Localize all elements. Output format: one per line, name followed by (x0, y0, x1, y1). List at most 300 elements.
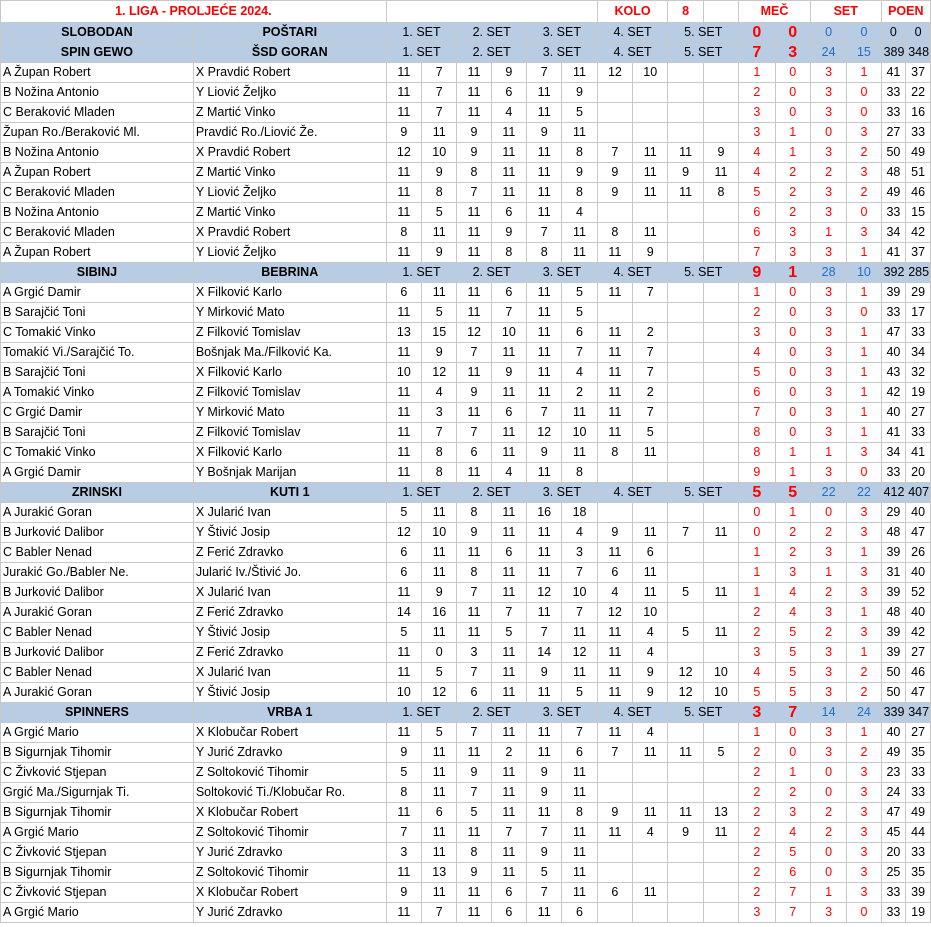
running-match-away: 1 (775, 503, 810, 523)
set-point (703, 723, 738, 743)
league-title: 1. LIGA - PROLJEĆE 2024. (1, 1, 387, 23)
set-point (668, 863, 703, 883)
set-point (703, 883, 738, 903)
points-home: 25 (881, 863, 906, 883)
set-point: 11 (562, 663, 597, 683)
set-point: 7 (633, 363, 668, 383)
set-point (668, 563, 703, 583)
set-point: 15 (422, 323, 457, 343)
running-match-away: 5 (775, 623, 810, 643)
away-player: Jularić Iv./Štivić Jo. (193, 563, 386, 583)
match-score-away: 7 (775, 703, 810, 723)
running-match-away: 2 (775, 183, 810, 203)
set-point: 8 (457, 843, 491, 863)
away-player: Y Jurić Zdravko (193, 843, 386, 863)
running-match-away: 4 (775, 603, 810, 623)
points-home: 39 (881, 283, 906, 303)
set-point (703, 843, 738, 863)
points-home: 50 (881, 683, 906, 703)
running-match-home: 2 (739, 883, 775, 903)
points-away: 26 (906, 543, 931, 563)
points-away: 34 (906, 343, 931, 363)
points-away: 16 (906, 103, 931, 123)
set-point: 11 (422, 283, 457, 303)
set-total-home: 24 (810, 43, 846, 63)
points-away: 19 (906, 903, 931, 923)
set-point: 11 (527, 383, 562, 403)
set-point: 11 (422, 503, 457, 523)
game-row (1, 83, 931, 103)
set-point: 11 (457, 223, 491, 243)
set-point: 11 (527, 283, 562, 303)
points-away: 33 (906, 423, 931, 443)
set-point: 7 (457, 343, 491, 363)
set-point: 11 (422, 763, 457, 783)
set-point: 7 (422, 83, 457, 103)
set-point: 11 (597, 323, 632, 343)
set-point: 6 (386, 283, 421, 303)
set-point: 9 (668, 163, 703, 183)
set-point: 11 (527, 83, 562, 103)
sets-won-away: 1 (847, 283, 881, 303)
set-point: 7 (527, 403, 562, 423)
points-home: 50 (881, 143, 906, 163)
home-player: C Babler Nenad (1, 623, 194, 643)
set-point: 7 (633, 283, 668, 303)
home-player: A Grgić Mario (1, 823, 194, 843)
points-total-away: 347 (906, 703, 931, 723)
sets-won-away: 1 (847, 603, 881, 623)
running-match-home: 1 (739, 63, 775, 83)
sets-won-home: 0 (810, 123, 846, 143)
points-away: 33 (906, 783, 931, 803)
game-row (1, 603, 931, 623)
set-point (703, 403, 738, 423)
set-point: 10 (422, 143, 457, 163)
set-point: 12 (386, 523, 421, 543)
set-point (668, 883, 703, 903)
points-away: 33 (906, 763, 931, 783)
match-header-row (1, 263, 931, 283)
home-player: A Grgić Damir (1, 463, 194, 483)
set-point: 11 (457, 743, 491, 763)
game-row (1, 883, 931, 903)
set-point: 5 (703, 743, 738, 763)
set-point (668, 203, 703, 223)
running-match-away: 5 (775, 843, 810, 863)
set-point: 6 (457, 683, 491, 703)
set-point: 11 (491, 383, 526, 403)
set-point (597, 843, 632, 863)
set-point: 4 (597, 583, 632, 603)
set-point: 7 (527, 823, 562, 843)
set-point: 12 (668, 663, 703, 683)
set-point: 12 (386, 143, 421, 163)
set-point (633, 463, 668, 483)
set-point: 6 (562, 903, 597, 923)
sets-won-away: 0 (847, 303, 881, 323)
set-point (633, 903, 668, 923)
set-point: 11 (527, 203, 562, 223)
away-player: Y Bošnjak Marijan (193, 463, 386, 483)
set-point: 12 (562, 643, 597, 663)
set-column-label: 4. SET (597, 483, 668, 503)
set-point: 11 (491, 123, 526, 143)
set-point: 11 (703, 623, 738, 643)
set-point (703, 203, 738, 223)
points-away: 42 (906, 623, 931, 643)
set-point: 7 (422, 63, 457, 83)
home-player: C Živković Stjepan (1, 763, 194, 783)
set-point: 9 (386, 743, 421, 763)
set-point: 11 (527, 543, 562, 563)
game-row (1, 463, 931, 483)
running-match-away: 6 (775, 863, 810, 883)
running-match-away: 0 (775, 323, 810, 343)
game-row (1, 583, 931, 603)
points-away: 35 (906, 743, 931, 763)
set-point: 4 (633, 823, 668, 843)
set-total-home: 22 (810, 483, 846, 503)
set-point (703, 323, 738, 343)
running-match-home: 3 (739, 323, 775, 343)
sets-won-home: 1 (810, 443, 846, 463)
set-point (703, 903, 738, 923)
set-point: 11 (633, 223, 668, 243)
set-point (703, 123, 738, 143)
set-point: 11 (527, 563, 562, 583)
points-home: 23 (881, 763, 906, 783)
home-player: C Tomakić Vinko (1, 443, 194, 463)
sets-won-away: 3 (847, 803, 881, 823)
points-total-home: 339 (881, 703, 906, 723)
set-point: 11 (597, 383, 632, 403)
away-player: X Pravdić Robert (193, 63, 386, 83)
running-match-home: 5 (739, 363, 775, 383)
away-player: Y Štivić Josip (193, 623, 386, 643)
set-point: 8 (457, 563, 491, 583)
points-home: 47 (881, 323, 906, 343)
points-home: 40 (881, 403, 906, 423)
set-point: 11 (386, 803, 421, 823)
set-point (668, 303, 703, 323)
points-away: 27 (906, 723, 931, 743)
set-point: 9 (386, 123, 421, 143)
set-point: 9 (422, 343, 457, 363)
points-away: 47 (906, 683, 931, 703)
set-point: 9 (703, 143, 738, 163)
away-player: X Filković Karlo (193, 283, 386, 303)
set-point (668, 643, 703, 663)
set-column-label: 4. SET (597, 43, 668, 63)
set-column-label: 5. SET (668, 483, 739, 503)
away-team: KUTI 1 (193, 483, 386, 503)
sets-won-away: 3 (847, 223, 881, 243)
set-point: 6 (597, 883, 632, 903)
running-match-home: 4 (739, 163, 775, 183)
set-point: 11 (457, 363, 491, 383)
set-column-label: 1. SET (386, 703, 457, 723)
running-match-home: 3 (739, 643, 775, 663)
set-point: 11 (562, 843, 597, 863)
home-player: B Sigurnjak Tihomir (1, 863, 194, 883)
game-row (1, 663, 931, 683)
points-away: 46 (906, 183, 931, 203)
home-player: C Grgić Damir (1, 403, 194, 423)
set-point: 6 (491, 543, 526, 563)
set-point: 11 (527, 343, 562, 363)
set-point: 11 (386, 83, 421, 103)
set-point: 11 (703, 583, 738, 603)
set-point (668, 83, 703, 103)
set-point: 11 (457, 203, 491, 223)
set-point: 13 (386, 323, 421, 343)
set-point: 7 (527, 223, 562, 243)
set-point: 12 (668, 683, 703, 703)
points-away: 46 (906, 663, 931, 683)
set-point: 11 (562, 783, 597, 803)
points-away: 44 (906, 823, 931, 843)
set-column-label: 3. SET (527, 23, 598, 43)
game-row (1, 303, 931, 323)
set-point: 11 (491, 343, 526, 363)
set-point: 8 (562, 803, 597, 823)
points-away: 33 (906, 323, 931, 343)
home-player: Grgić Ma./Sigurnjak Ti. (1, 783, 194, 803)
sets-won-away: 3 (847, 563, 881, 583)
game-row (1, 643, 931, 663)
points-away: 37 (906, 63, 931, 83)
home-player: B Nožina Antonio (1, 143, 194, 163)
set-point: 6 (633, 543, 668, 563)
running-match-away: 0 (775, 343, 810, 363)
set-point (633, 103, 668, 123)
sets-won-home: 3 (810, 343, 846, 363)
set-point (703, 383, 738, 403)
set-point: 11 (422, 843, 457, 863)
running-match-away: 1 (775, 463, 810, 483)
set-column-label: 1. SET (386, 483, 457, 503)
points-total-away: 407 (906, 483, 931, 503)
points-away: 49 (906, 143, 931, 163)
set-point: 7 (597, 143, 632, 163)
match-score-label: MEČ (739, 1, 811, 23)
sets-won-away: 3 (847, 763, 881, 783)
game-row (1, 623, 931, 643)
set-point: 11 (491, 523, 526, 543)
home-player: B Sigurnjak Tihomir (1, 743, 194, 763)
set-point: 2 (491, 743, 526, 763)
game-row (1, 783, 931, 803)
sets-won-home: 3 (810, 303, 846, 323)
points-home: 41 (881, 243, 906, 263)
set-point: 11 (386, 183, 421, 203)
home-player: Župan Ro./Beraković Ml. (1, 123, 194, 143)
set-point: 11 (457, 83, 491, 103)
points-away: 29 (906, 283, 931, 303)
running-match-home: 2 (739, 823, 775, 843)
set-point (597, 203, 632, 223)
home-team: SPIN GEWO (1, 43, 194, 63)
set-point: 9 (457, 523, 491, 543)
sets-won-home: 0 (810, 503, 846, 523)
set-point: 11 (597, 363, 632, 383)
sets-won-away: 0 (847, 203, 881, 223)
running-match-away: 5 (775, 643, 810, 663)
points-home: 48 (881, 603, 906, 623)
set-point: 3 (457, 643, 491, 663)
home-player: A Grgić Mario (1, 903, 194, 923)
set-point: 11 (527, 303, 562, 323)
away-player: Z Martić Vinko (193, 163, 386, 183)
set-point: 8 (422, 463, 457, 483)
running-match-away: 1 (775, 443, 810, 463)
set-column-label: 3. SET (527, 263, 598, 283)
set-total-away: 15 (847, 43, 881, 63)
sets-won-home: 3 (810, 603, 846, 623)
sets-won-home: 3 (810, 203, 846, 223)
home-player: A Jurakić Goran (1, 683, 194, 703)
set-total-home: 28 (810, 263, 846, 283)
set-point: 8 (422, 183, 457, 203)
set-point: 6 (562, 743, 597, 763)
set-point: 11 (491, 143, 526, 163)
set-point: 9 (668, 823, 703, 843)
sets-won-away: 1 (847, 243, 881, 263)
home-player: C Beraković Mladen (1, 183, 194, 203)
away-player: X Jularić Ivan (193, 663, 386, 683)
away-player: Y Liović Željko (193, 243, 386, 263)
points-home: 50 (881, 663, 906, 683)
set-point: 11 (457, 243, 491, 263)
set-point (703, 303, 738, 323)
match-score-away: 0 (775, 23, 810, 43)
set-point: 7 (422, 903, 457, 923)
game-row (1, 243, 931, 263)
points-away: 40 (906, 503, 931, 523)
set-point: 14 (527, 643, 562, 663)
home-player: C Živković Stjepan (1, 883, 194, 903)
running-match-away: 4 (775, 583, 810, 603)
away-player: Z Soltoković Tihomir (193, 823, 386, 843)
set-point: 11 (562, 883, 597, 903)
set-point (668, 443, 703, 463)
running-match-home: 7 (739, 403, 775, 423)
set-point (597, 303, 632, 323)
set-point: 7 (491, 303, 526, 323)
running-match-home: 1 (739, 583, 775, 603)
running-match-home: 2 (739, 743, 775, 763)
game-row (1, 63, 931, 83)
set-column-label: 3. SET (527, 483, 598, 503)
set-point: 11 (527, 183, 562, 203)
set-point: 6 (491, 903, 526, 923)
set-point (668, 843, 703, 863)
set-column-label: 4. SET (597, 23, 668, 43)
sets-won-home: 3 (810, 683, 846, 703)
running-match-away: 1 (775, 123, 810, 143)
set-point: 12 (422, 683, 457, 703)
points-away: 40 (906, 563, 931, 583)
points-away: 32 (906, 363, 931, 383)
set-point: 11 (386, 303, 421, 323)
away-player: Soltoković Ti./Klobučar Ro. (193, 783, 386, 803)
set-point (668, 903, 703, 923)
set-point: 9 (597, 523, 632, 543)
points-away: 33 (906, 843, 931, 863)
set-point: 11 (386, 163, 421, 183)
set-total-away: 0 (847, 23, 881, 43)
sets-won-home: 3 (810, 743, 846, 763)
points-home: 49 (881, 183, 906, 203)
set-point: 11 (386, 643, 421, 663)
sets-won-home: 3 (810, 543, 846, 563)
set-point: 11 (703, 823, 738, 843)
points-away: 52 (906, 583, 931, 603)
running-match-away: 0 (775, 103, 810, 123)
match-header-row (1, 23, 931, 43)
match-score-away: 5 (775, 483, 810, 503)
set-point: 8 (386, 783, 421, 803)
sets-won-home: 1 (810, 563, 846, 583)
game-row (1, 443, 931, 463)
set-point: 11 (562, 823, 597, 843)
set-point: 11 (668, 803, 703, 823)
sets-won-home: 3 (810, 723, 846, 743)
running-match-away: 0 (775, 383, 810, 403)
away-player: Z Soltoković Tihomir (193, 763, 386, 783)
sets-won-home: 2 (810, 803, 846, 823)
set-point: 11 (422, 883, 457, 903)
set-point: 11 (491, 643, 526, 663)
points-home: 29 (881, 503, 906, 523)
set-point: 6 (562, 323, 597, 343)
set-point: 11 (386, 463, 421, 483)
set-point (668, 723, 703, 743)
set-point: 9 (457, 123, 491, 143)
points-home: 33 (881, 303, 906, 323)
game-row (1, 343, 931, 363)
set-point: 9 (527, 663, 562, 683)
running-match-away: 3 (775, 563, 810, 583)
set-point: 11 (457, 603, 491, 623)
set-point: 7 (491, 823, 526, 843)
points-away: 15 (906, 203, 931, 223)
running-match-away: 3 (775, 803, 810, 823)
away-player: Y Jurić Zdravko (193, 903, 386, 923)
running-match-home: 9 (739, 463, 775, 483)
sets-won-home: 0 (810, 763, 846, 783)
set-point: 11 (527, 743, 562, 763)
set-point: 4 (633, 643, 668, 663)
set-point: 5 (668, 583, 703, 603)
set-point: 11 (386, 203, 421, 223)
points-away: 20 (906, 463, 931, 483)
set-point (668, 403, 703, 423)
set-column-label: 5. SET (668, 23, 739, 43)
round-value: 8 (668, 1, 703, 23)
running-match-away: 0 (775, 403, 810, 423)
points-home: 20 (881, 843, 906, 863)
points-home: 39 (881, 643, 906, 663)
sets-won-home: 0 (810, 843, 846, 863)
set-point (703, 603, 738, 623)
set-point: 11 (386, 903, 421, 923)
set-point: 11 (386, 343, 421, 363)
set-point (703, 243, 738, 263)
set-point: 11 (527, 163, 562, 183)
points-away: 47 (906, 523, 931, 543)
